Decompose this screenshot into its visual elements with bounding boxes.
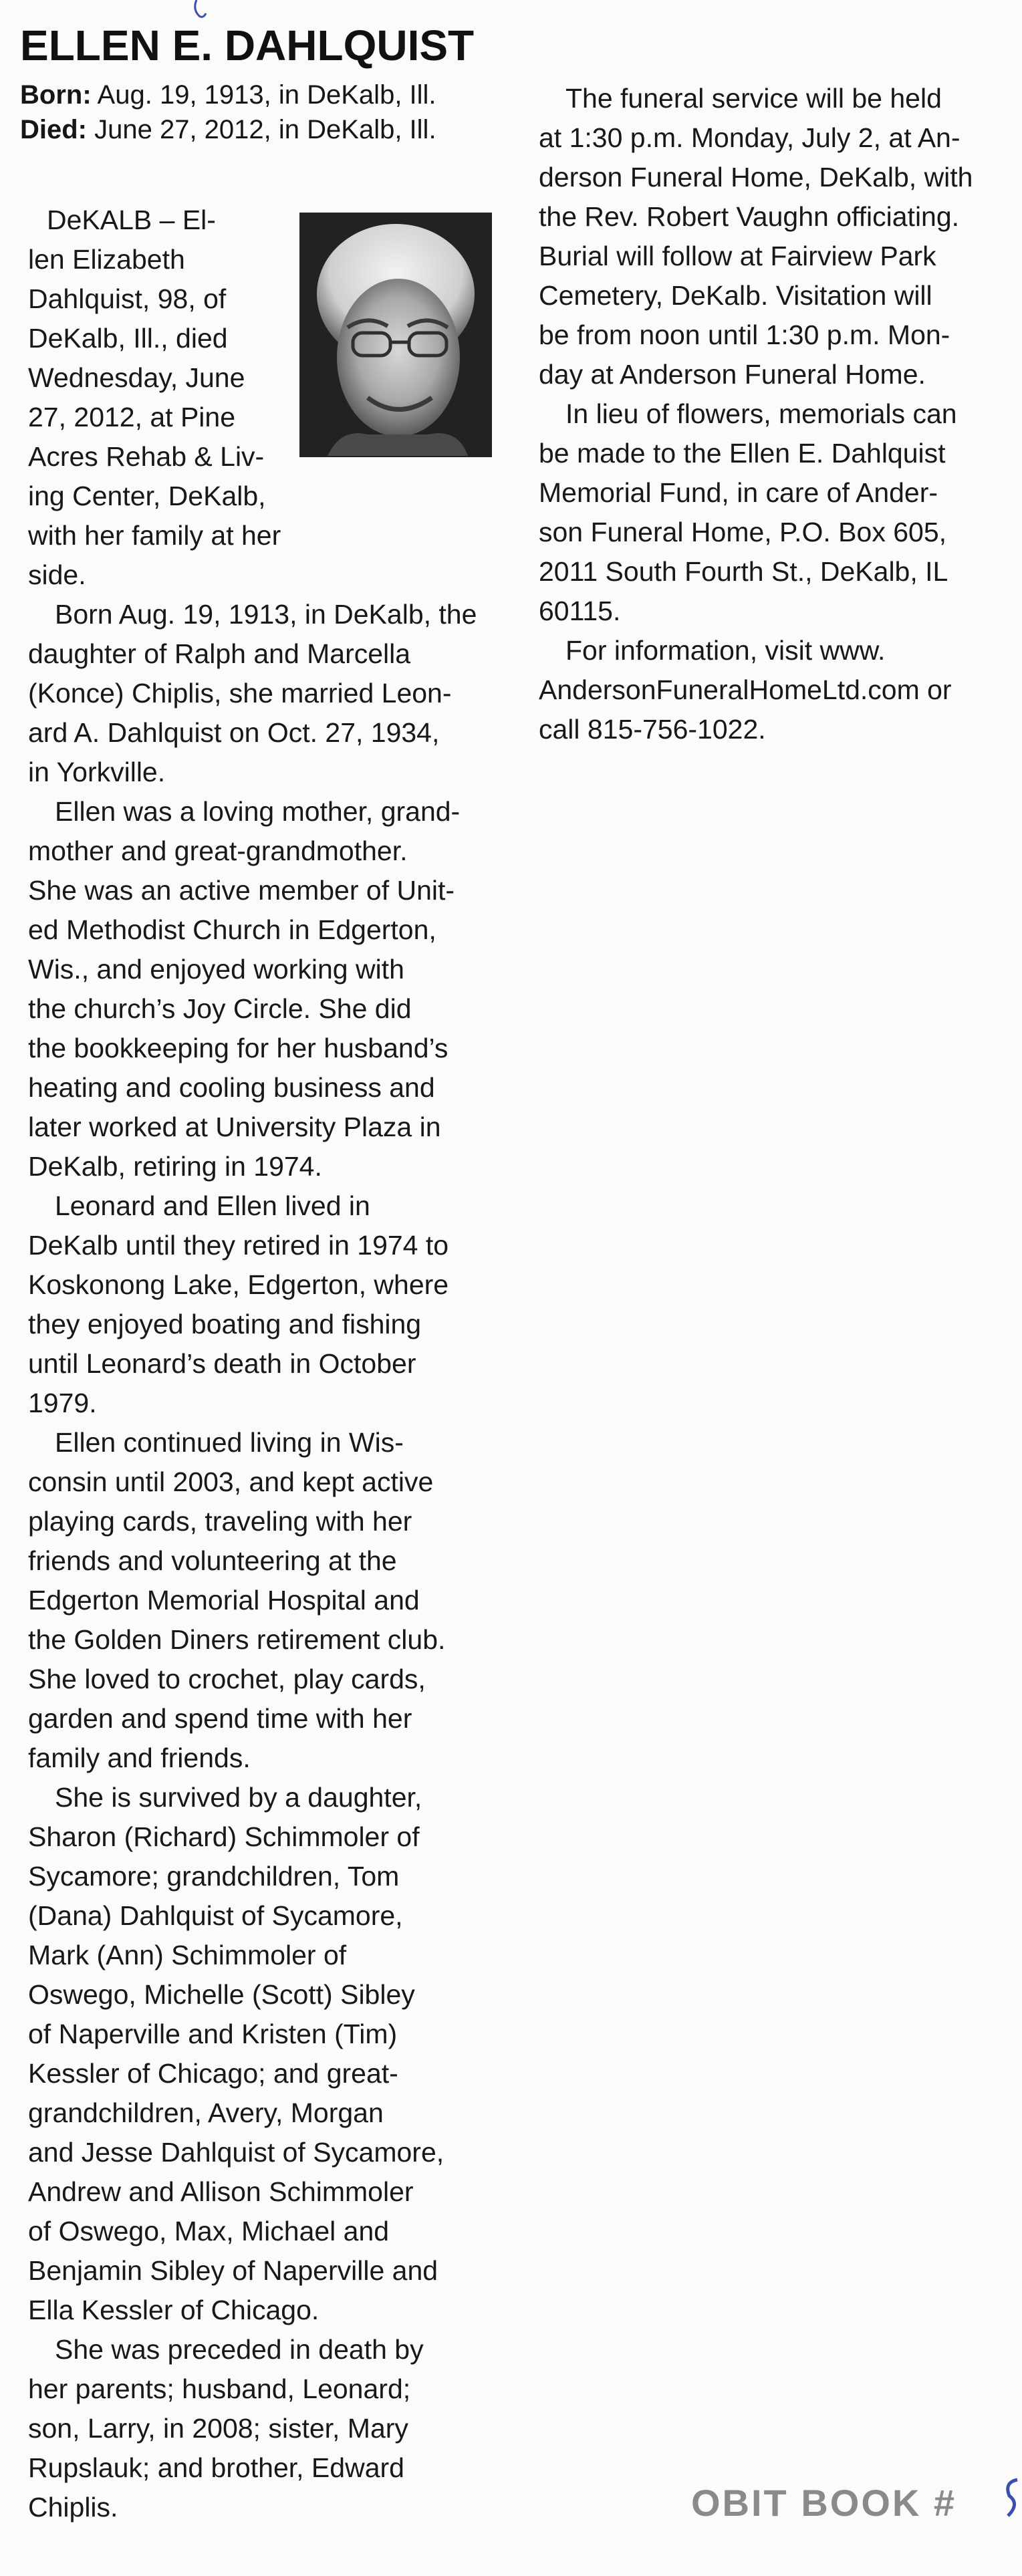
paragraph-memorials: In lieu of flowers, memorials can be made to the Ellen E. Dahlquist Memorial Fund, in care of Ander- son Funeral Home, P.O. Box 605, 2011 South Fourth St., DeKalb, IL 60115. bbox=[539, 398, 957, 626]
born-value: Aug. 19, 1913, in DeKalb, Ill. bbox=[91, 80, 436, 110]
paragraph-life: Ellen was a loving mother, grand- mother and great-grandmother. She was an active member of Unit- ed Methodist Church in Edgerton, Wis., and enjoyed working with the church’s Joy Circle. She did the bookkeeping for her husband’s heating and cooling business and later worked at University Plaza in DeKalb, retiring in 1974. bbox=[28, 796, 461, 1182]
died-line bbox=[20, 112, 436, 147]
obituary-name: ELLEN E. DAHLQUIST bbox=[20, 21, 475, 70]
paragraph-birth: Born Aug. 19, 1913, in DeKalb, the daughter of Ralph and Marcella (Konce) Chiplis, she married Leon- ard A. Dahlquist on Oct. 27, 1934, in Yorkville. bbox=[28, 599, 477, 787]
obituary-dates bbox=[20, 78, 436, 147]
born-label: Born: bbox=[20, 80, 92, 110]
handwritten-number-mark bbox=[1003, 2473, 1022, 2527]
paragraph-preceded: She was preceded in death by her parents; husband, Leonard; son, Larry, in 2008; sister, Mary Rupslauk; and brother, Edward Chiplis. bbox=[28, 2334, 424, 2523]
paragraph-information: For information, visit www. AndersonFuneralHomeLtd.com or call 815-756-1022. bbox=[539, 635, 952, 745]
right-column bbox=[539, 79, 1007, 749]
born-line bbox=[20, 78, 436, 112]
died-label: Died: bbox=[20, 115, 87, 144]
paragraph-intro: DeKALB – El- len Elizabeth Dahlquist, 98, of DeKalb, Ill., died Wednesday, June 27, 2012, at Pine Acres Rehab & Liv- ing Center, DeKalb, with her family at her side. bbox=[28, 205, 281, 590]
paragraph-survivors: She is survived by a daughter, Sharon (Richard) Schimmoler of Sycamore; grandchildren, Tom (Dana) Dahlquist of Sycamore, Mark (Ann) Schimmoler of Oswego, Michelle (Scott) Sibley of Naperville and Kristen (Tim) Kessler of Chicago; and great- grandchildren, Avery, Morgan and Jesse Dahlquist of Sycamore, Andrew and Allison Schimmoler of Oswego, Max, Michael and Benjamin Sibley of Naperville and Ella Kessler of Chicago. bbox=[28, 1782, 444, 2325]
left-column bbox=[28, 201, 496, 2527]
paragraph-wisconsin: Ellen continued living in Wis- consin until 2003, and kept active playing cards, traveling with her friends and volunteering at the Edgerton Memorial Hospital and the Golden Diners retirement club. She loved to crochet, play cards, garden and spend time with her family and friends. bbox=[28, 1427, 446, 1773]
obit-book-stamp: OBIT BOOK # bbox=[691, 2482, 957, 2524]
died-value: June 27, 2012, in DeKalb, Ill. bbox=[87, 115, 436, 144]
paragraph-service: The funeral service will be held at 1:30 p.m. Monday, July 2, at An- derson Funeral Home, DeKalb, with the Rev. Robert Vaughn officiating. Burial will follow at Fairview Park Cemetery, DeKalb. Visitation will be from noon until 1:30 p.m. Mon- day at Anderson Funeral Home. bbox=[539, 83, 973, 390]
paragraph-retirement: Leonard and Ellen lived in DeKalb until they retired in 1974 to Koskonong Lake, Edgerton, where they enjoyed boating and fishing until Leonard’s death in October 1979. bbox=[28, 1190, 449, 1418]
pen-mark bbox=[187, 0, 214, 20]
